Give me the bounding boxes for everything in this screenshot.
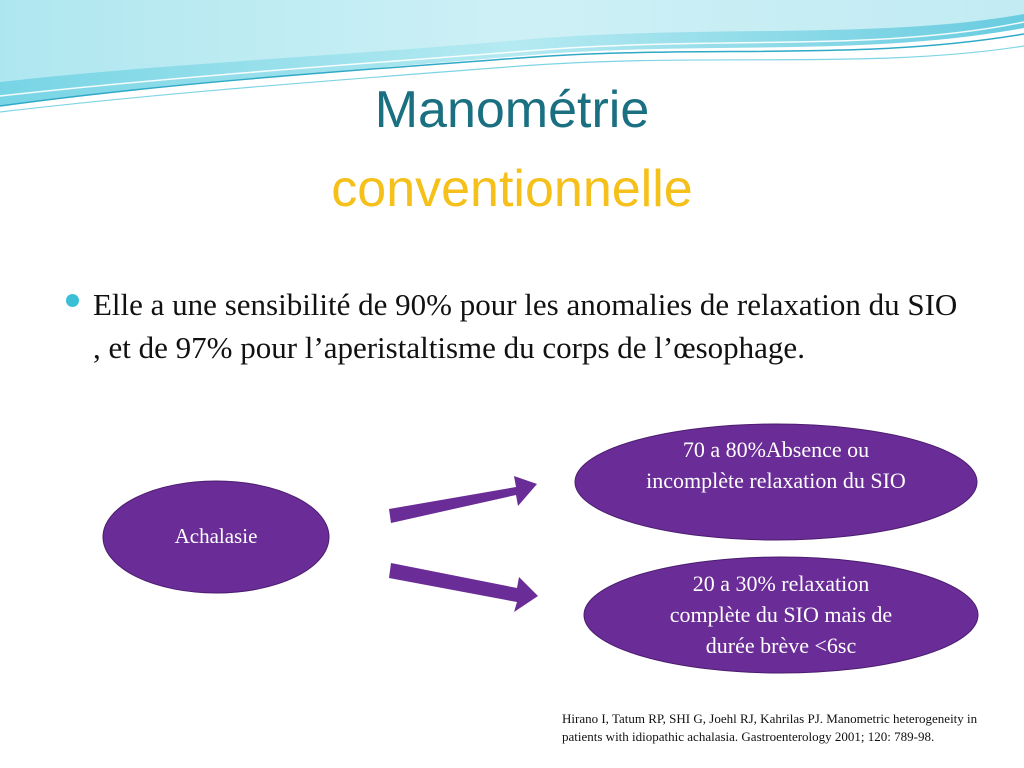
- arrow-to-top-outcome: [389, 476, 537, 523]
- arrow-to-bottom-outcome: [389, 563, 538, 612]
- node-outcome-bottom-label: 20 a 30% relaxation complète du SIO mais de durée brève <6sc: [669, 571, 893, 658]
- slide-title-line-1: Manométrie: [374, 81, 650, 139]
- slide-title-line-2: conventionnelle: [331, 160, 693, 218]
- bullet-text: Elle a une sensibilité de 90% pour les anomalies de relaxation du SIO , et de 97% pour l’aperistaltisme du corps de l’œsophage.: [93, 287, 958, 365]
- node-outcome-top-label: 70 a 80%Absence ou incomplète relaxation du SIO: [646, 437, 906, 493]
- reference-citation: Hirano I, Tatum RP, SHI G, Joehl RJ, Kahrilas PJ. Manometric heterogeneity in patients with idiopathic achalasia. Gastroenterology 2001; 120: 789-98.: [562, 711, 978, 744]
- node-achalasie-label: Achalasie: [174, 524, 258, 548]
